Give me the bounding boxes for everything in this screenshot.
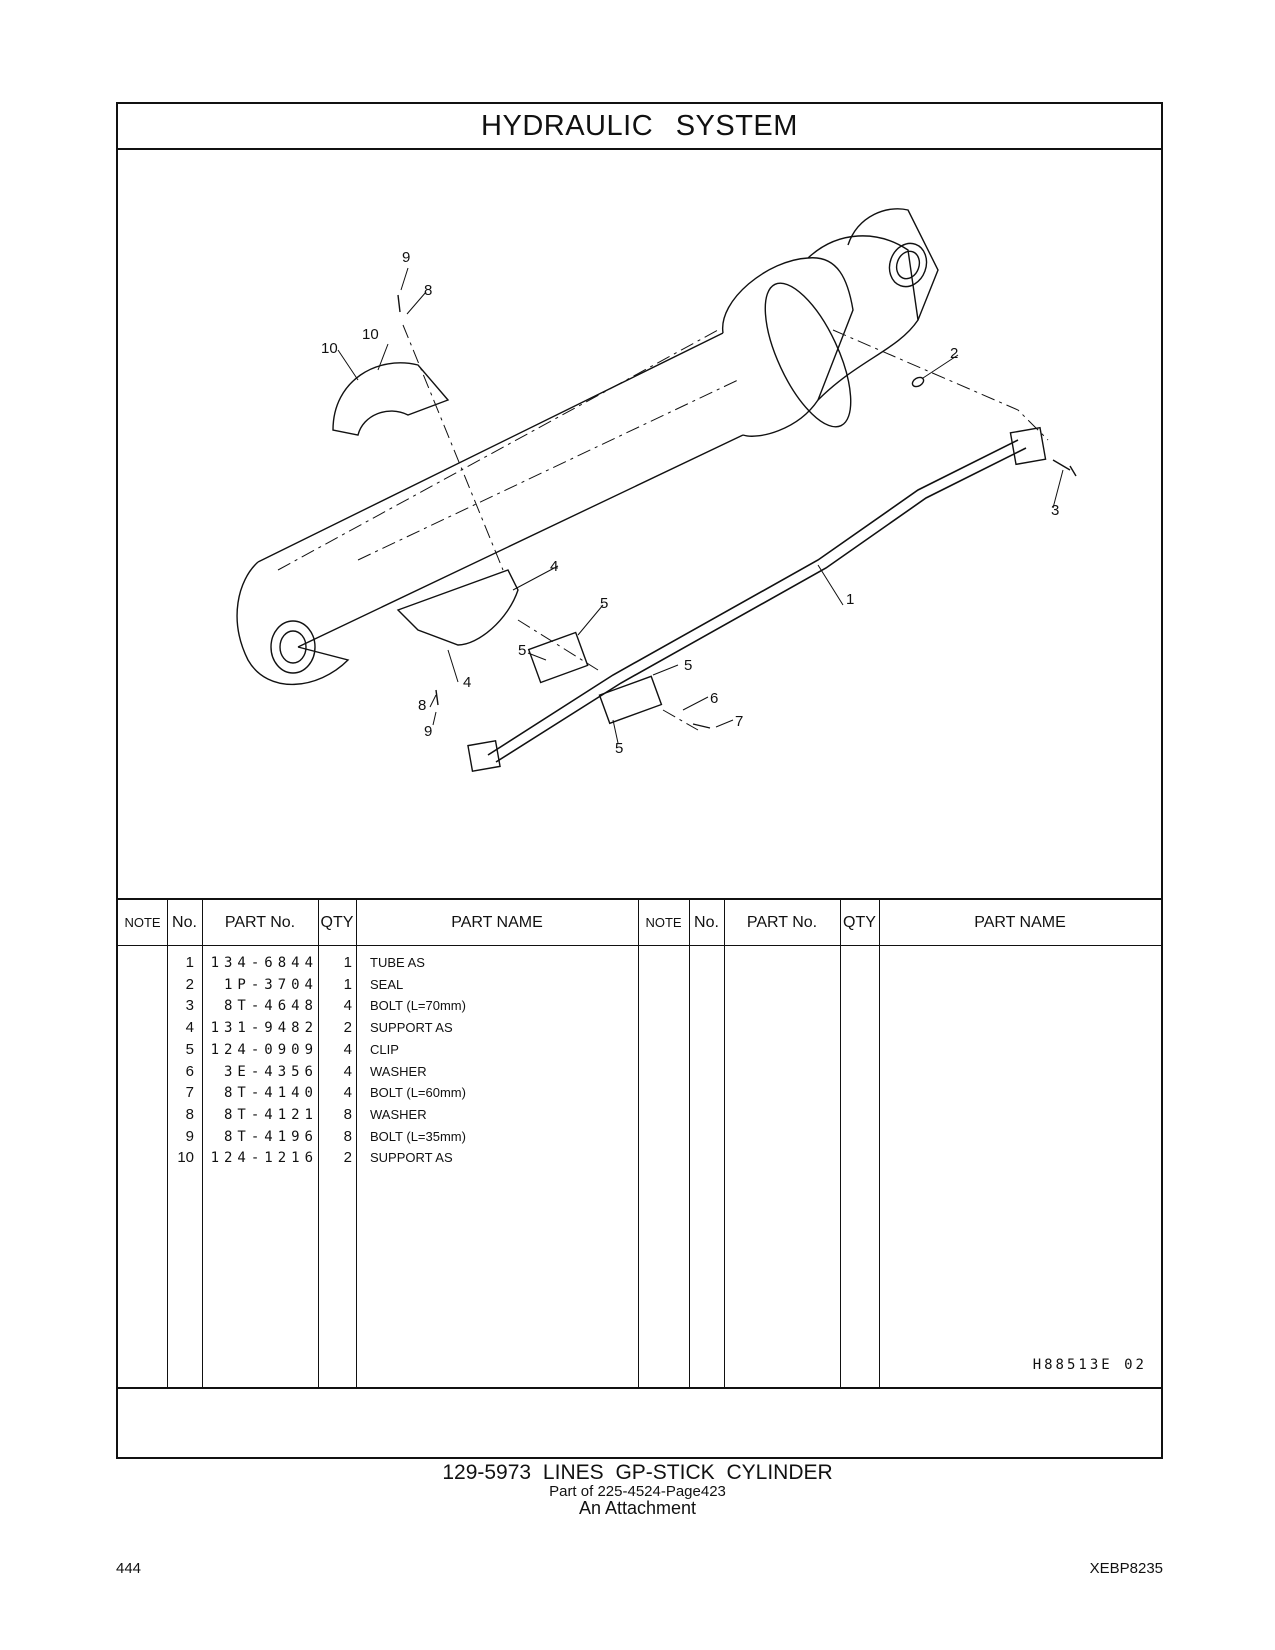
- table-row: [118, 1147, 638, 1169]
- header-note: NOTE: [124, 915, 161, 930]
- part-number: 8T-4196: [223, 1128, 318, 1145]
- table-row: [118, 974, 638, 996]
- caption-subtitle: Part of 225-4524-Page423: [549, 1483, 726, 1500]
- part-number: 3E-4356: [223, 1063, 318, 1080]
- part-name: WASHER: [370, 1106, 427, 1122]
- callout-10-left: 10: [321, 340, 338, 357]
- quantity: 4: [343, 1040, 352, 1058]
- cylinder-rod-end: [237, 562, 348, 684]
- section-title-bar: [118, 104, 1161, 150]
- callout-4-lower: 4: [463, 674, 472, 691]
- illustration-code: H88513E 02: [1032, 1357, 1147, 1373]
- callout-5-bottom: 5: [615, 740, 624, 757]
- callout-8-top: 8: [424, 282, 433, 299]
- tube-flange-lower: [468, 741, 500, 771]
- rod-eye: [271, 621, 315, 673]
- table-row: [118, 995, 638, 1017]
- col-divider: [689, 900, 690, 1387]
- table-row: [118, 1017, 638, 1039]
- bolt-9-upper: [398, 295, 400, 312]
- centerline-upper: [278, 330, 718, 570]
- callout-9-top: 9: [402, 249, 411, 266]
- header-part-name-right: PART NAME: [974, 913, 1066, 931]
- cylinder-cap: [808, 236, 918, 400]
- part-number-index: 3: [185, 997, 194, 1015]
- callout-10-right: 10: [362, 326, 379, 343]
- part-number-index: 2: [185, 975, 194, 993]
- part-number: 8T-4121: [223, 1106, 318, 1123]
- callout-9-lower: 9: [424, 723, 433, 740]
- part-number-index: 8: [185, 1105, 194, 1123]
- header-part-name: PART NAME: [451, 913, 543, 931]
- part-number-index: 5: [185, 1040, 194, 1058]
- callout-7: 7: [735, 713, 744, 730]
- header-part-no: PART No.: [224, 913, 296, 931]
- header-qty-right: QTY: [843, 913, 876, 931]
- caption-attachment: An Attachment: [578, 1498, 697, 1518]
- diagram-drawing: [118, 150, 1161, 898]
- part-number: 124-0909: [210, 1041, 318, 1058]
- upper-support-clamp: [333, 363, 448, 435]
- quantity: 2: [343, 1019, 352, 1037]
- callout-5-left: 5: [518, 642, 527, 659]
- page-caption: [0, 1462, 1275, 1517]
- callout-3: 3: [1051, 502, 1060, 519]
- callout-5-right: 5: [684, 657, 693, 674]
- table-row: [118, 952, 638, 974]
- part-name: TUBE AS: [370, 955, 425, 970]
- col-divider: [840, 900, 841, 1387]
- col-divider: [879, 900, 880, 1387]
- callout-2: 2: [950, 345, 959, 362]
- part-name: BOLT (L=60mm): [370, 1085, 466, 1101]
- header-qty: QTY: [320, 913, 354, 931]
- callout-5-upper: 5: [600, 595, 609, 612]
- document-code: XEBP8235: [1089, 1560, 1163, 1577]
- centerline-clamp: [403, 325, 503, 570]
- quantity: 4: [343, 1062, 352, 1080]
- quantity: 4: [343, 1084, 352, 1102]
- header-no-right: No.: [694, 913, 719, 931]
- callout-8-lower: 8: [418, 697, 427, 714]
- part-number-index: 1: [185, 954, 194, 971]
- part-number-index: 6: [185, 1062, 194, 1080]
- callout-1: 1: [846, 591, 855, 608]
- part-name: BOLT (L=70mm): [370, 998, 466, 1014]
- cylinder-clevis: [848, 209, 938, 320]
- centerline-main: [358, 380, 738, 560]
- header-note-right: NOTE: [645, 915, 682, 930]
- part-number: 124-1216: [210, 1150, 318, 1167]
- part-number-index: 9: [185, 1127, 194, 1145]
- tube-assembly: [488, 440, 1026, 762]
- section-title: HYDRAULIC SYSTEM: [481, 109, 798, 142]
- part-number: 8T-4140: [223, 1085, 318, 1102]
- exploded-parts-diagram: [118, 150, 1161, 898]
- quantity: 1: [343, 954, 352, 971]
- page-number: 444: [116, 1560, 142, 1577]
- bolt-3: [1053, 460, 1076, 476]
- col-divider: [724, 900, 725, 1387]
- table-row: [118, 1039, 638, 1061]
- part-name: SUPPORT AS: [370, 1150, 453, 1166]
- part-number: 131-9482: [210, 1020, 318, 1037]
- table-row: [118, 1104, 638, 1126]
- part-name: SEAL: [370, 976, 404, 992]
- header-part-no-right: PART No.: [746, 913, 818, 931]
- part-number-index: 10: [177, 1149, 194, 1167]
- cylinder-barrel: [258, 333, 743, 647]
- bolt-9-lower: [436, 690, 438, 705]
- part-number: 1P-3704: [223, 976, 318, 993]
- callout-6: 6: [710, 690, 719, 707]
- callout-leaders: [338, 268, 1063, 743]
- parts-page-frame: [116, 102, 1163, 1459]
- quantity: 1: [343, 975, 352, 993]
- callout-4-upper: 4: [550, 558, 559, 575]
- clevis-bore: [884, 238, 933, 292]
- caption-title: 129-5973 LINES GP-STICK CYLINDER: [442, 1461, 833, 1484]
- bolt-7: [693, 724, 710, 728]
- quantity: 8: [343, 1105, 352, 1123]
- part-name: CLIP: [370, 1041, 399, 1057]
- part-name: SUPPORT AS: [370, 1020, 453, 1036]
- table-row: [118, 1082, 638, 1104]
- table-header-divider: [118, 945, 1161, 946]
- clip-b: [599, 676, 661, 723]
- quantity: 8: [343, 1127, 352, 1145]
- tube-flange-upper: [1010, 428, 1045, 465]
- centerline-seal: [833, 330, 1048, 440]
- quantity: 4: [343, 997, 352, 1015]
- table-row: [118, 1061, 638, 1083]
- table-row: [118, 1126, 638, 1148]
- centerline-bolt: [663, 710, 698, 730]
- part-name: BOLT (L=35mm): [370, 1128, 466, 1144]
- header-no: No.: [172, 913, 197, 931]
- lower-support-clamp: [398, 570, 518, 645]
- part-number-index: 4: [185, 1019, 194, 1037]
- clip-a: [529, 632, 588, 682]
- part-number: 8T-4648: [223, 998, 318, 1015]
- col-divider: [638, 900, 639, 1387]
- parts-list-table: [118, 898, 1161, 1389]
- part-number: 134-6844: [210, 955, 318, 971]
- rod-eye-inner: [280, 631, 306, 663]
- part-number-index: 7: [185, 1084, 194, 1102]
- part-name: WASHER: [370, 1063, 427, 1079]
- quantity: 2: [343, 1149, 352, 1167]
